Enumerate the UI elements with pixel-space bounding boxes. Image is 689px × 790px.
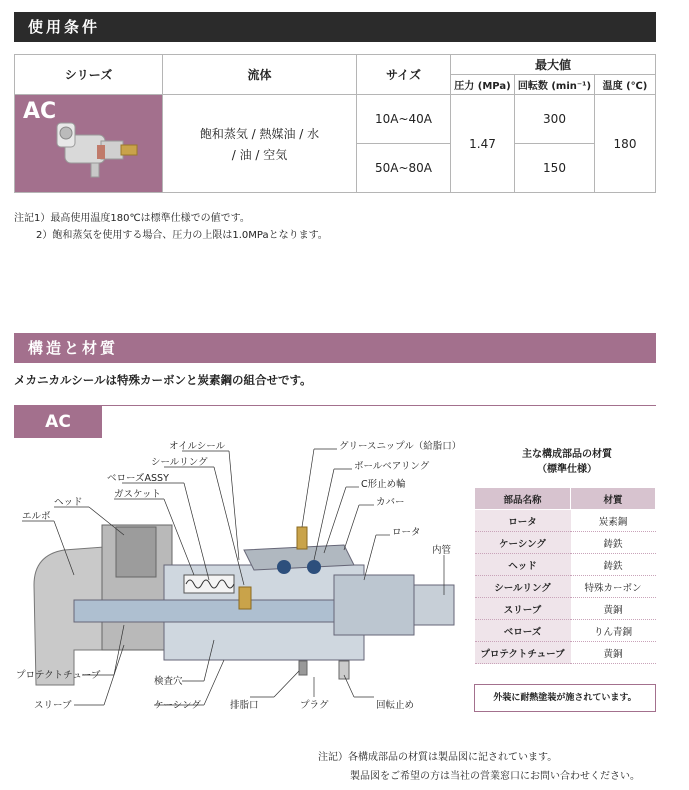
section-title-structure: 構造と材質 — [14, 333, 656, 363]
label-bellows: ベローズASSY — [107, 473, 169, 484]
table-row — [475, 510, 656, 532]
label-protect-tube: プロテクトチューブ — [16, 670, 101, 681]
part-material: 炭素鋼 — [571, 510, 656, 532]
part-name: ベローズ — [475, 620, 571, 642]
materials-table — [474, 487, 656, 664]
notes-conditions — [14, 210, 328, 244]
label-casing: ケーシング — [154, 700, 201, 711]
table-row — [475, 598, 656, 620]
materials-title-line1: 主な構成部品の材質 — [522, 449, 612, 460]
note2-line2: 製品図をご希望の方は当社の営業窓口にお問い合わせください。 — [350, 771, 640, 782]
col-fluid: 流体 — [163, 55, 357, 95]
label-grease: グリースニップル（給脂口） — [339, 441, 462, 452]
label-sleeve: スリーブ — [34, 700, 72, 711]
temp-cell: 180 — [595, 95, 656, 193]
label-oil-seal: オイルシール — [169, 441, 226, 452]
part-name: ケーシング — [475, 532, 571, 554]
part-name: ロータ — [475, 510, 571, 532]
label-seal-ring: シールリング — [151, 457, 208, 468]
col-temp: 温度 (℃) — [595, 75, 656, 95]
note1-line1: 注記1）最高使用温度180℃は標準仕様での値です。 — [14, 213, 250, 224]
rpm-cell-2: 150 — [515, 144, 595, 193]
table-row — [475, 642, 656, 664]
part-material: 黄銅 — [571, 598, 656, 620]
label-gasket: ガスケット — [114, 489, 162, 500]
col-pressure: 圧力 (MPa) — [451, 75, 515, 95]
part-material: 特殊カーボン — [571, 576, 656, 598]
note1-line2: 2）飽和蒸気を使用する場合、圧力の上限は1.0MPaとなります。 — [36, 230, 328, 241]
part-material: 鋳鉄 — [571, 532, 656, 554]
materials-title-line2: （標準仕様） — [537, 464, 597, 475]
ac-tab-label: AC — [14, 406, 102, 438]
label-c-ring: C形止め輪 — [361, 479, 406, 490]
spec-table — [14, 54, 656, 193]
label-inner-pipe: 内管 — [432, 545, 452, 556]
label-anti-rotation: 回転止め — [376, 700, 415, 711]
table-row — [475, 576, 656, 598]
section-title-conditions: 使用条件 — [14, 12, 656, 42]
col-rpm: 回転数 (min⁻¹) — [515, 75, 595, 95]
label-head: ヘッド — [54, 497, 83, 508]
label-inspection: 検査穴 — [154, 676, 183, 687]
series-cell — [15, 95, 163, 193]
fluid-line1: 飽和蒸気 / 熱媒油 / 水 — [199, 126, 320, 141]
part-name: スリーブ — [475, 598, 571, 620]
label-rotor: ロータ — [392, 527, 421, 538]
part-material: りん青銅 — [571, 620, 656, 642]
pressure-cell: 1.47 — [451, 95, 515, 193]
label-drain: 排脂口 — [230, 700, 259, 711]
label-cover: カバー — [376, 497, 405, 508]
size-cell-1: 10A~40A — [357, 95, 451, 144]
label-elbow: エルボ — [22, 511, 51, 522]
fluid-cell — [163, 95, 357, 193]
part-material: 黄銅 — [571, 642, 656, 664]
table-row — [475, 620, 656, 642]
divider — [14, 405, 656, 406]
col-max: 最大値 — [451, 55, 656, 75]
table-row — [475, 532, 656, 554]
size-cell-2: 50A~80A — [357, 144, 451, 193]
cross-section-diagram — [14, 435, 474, 735]
mat-col-material: 材質 — [571, 488, 656, 510]
label-bearing: ボールベアリング — [354, 461, 430, 472]
label-plug: プラグ — [300, 700, 329, 711]
col-size: サイズ — [357, 55, 451, 95]
fluid-line2: / 油 / 空気 — [231, 147, 288, 162]
rpm-cell-1: 300 — [515, 95, 595, 144]
series-label: AC — [23, 99, 57, 124]
part-material: 鋳鉄 — [571, 554, 656, 576]
mat-col-part: 部品名称 — [475, 488, 571, 510]
col-series: シリーズ — [15, 55, 163, 95]
rotary-joint-photo — [53, 115, 145, 185]
table-row — [475, 554, 656, 576]
notes-materials — [318, 748, 640, 786]
materials-title — [478, 447, 656, 477]
note2-line1: 注記）各構成部品の材質は製品図に記されています。 — [318, 752, 558, 763]
part-name: ヘッド — [475, 554, 571, 576]
intro-text: メカニカルシールは特殊カーボンと炭素鋼の組合せです。 — [14, 373, 312, 387]
part-name: プロテクトチューブ — [475, 642, 571, 664]
heat-coating-note: 外装に耐熱塗装が施されています。 — [474, 684, 656, 712]
part-name: シールリング — [475, 576, 571, 598]
